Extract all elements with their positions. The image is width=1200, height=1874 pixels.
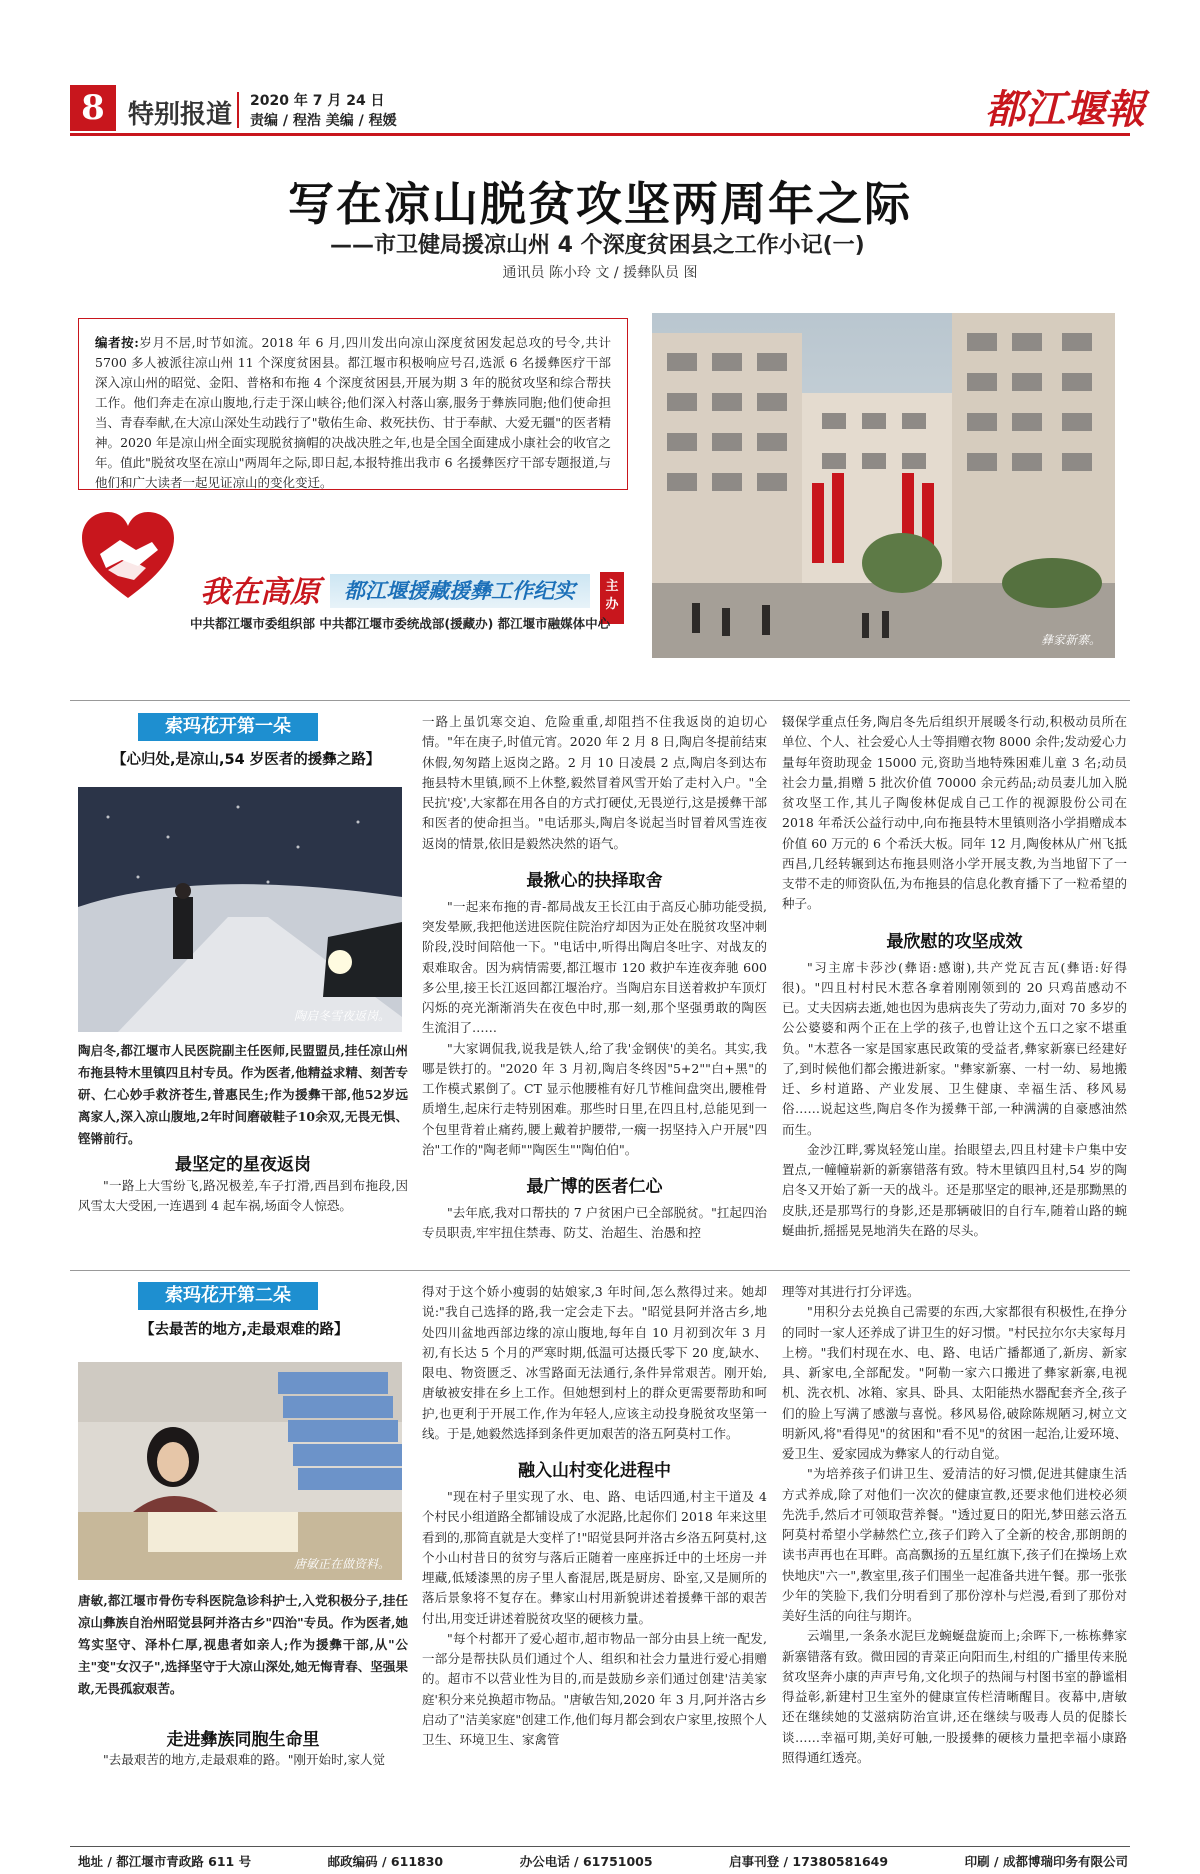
- section-divider: [70, 700, 1130, 701]
- story2-paragraph: 得对于这个娇小瘦弱的姑娘家,3 年时间,怎么熬得过来。她却说:"我自己选择的路,我一定会走下去。"昭觉县阿并洛古乡,地处四川盆地西部边缘的凉山腹地,每年自 10 月初到次年 3 月初,有长达 5 个月的严寒时期,低温可达摄氏零下 20 度,缺水、限电、物资匮乏、冰雪路面无法通行,条件异常艰苦。刚开始,唐敏被安排在乡上工作。但她想到村上的群众更需要帮助和呵护,也更利于开展工作,作为年轻人,应该主动投身脱贫攻坚第一线。于是,她毅然选择到条件更加艰苦的洛五阿莫村工作。: [422, 1284, 767, 1441]
- story1-tag: 【心归处,是凉山,54 岁医者的援彝之路】: [112, 752, 381, 768]
- footer-address: 地址 / 都江堰市青政路 611 号: [78, 1854, 252, 1869]
- editors: 责编 / 程浩 美编 / 程媛: [250, 113, 397, 129]
- story1-paragraph: 一路上虽饥寒交迫、危险重重,却阻挡不住我返岗的迫切心情。"年在庚子,时值元宵。2020 年 2 月 8 日,陶启冬提前结束休假,匆匆踏上返岗之路。2 月 10 日凌晨 2 点,陶启冬到达布拖县特木里镇,顾不上休整,毅然冒着风雪开始了走村入户。"全民抗'疫',大家都在用各自的方式打硬仗,无畏逆行,这是援彝干部和医者的使命担当。"电话那头,陶启冬说起当时冒着风雪连夜返岗的情景,依旧是毅然决然的语气。: [422, 714, 767, 851]
- host-label: 主办: [600, 572, 624, 624]
- story2-heading-melt: 融入山村变化进程中: [518, 1461, 671, 1481]
- story1-column-2: [422, 712, 767, 1244]
- story1-column-3: [782, 712, 1127, 1241]
- story2-paragraph: "去最艰苦的地方,走最艰难的路。"刚开始时,家人觉: [103, 1752, 385, 1767]
- editor-note: [78, 318, 628, 490]
- heart-hands-icon: [78, 510, 178, 602]
- subheadline: ——市卫健局援凉山州 4 个深度贫困县之工作小记(一): [330, 233, 865, 258]
- page-number: 8: [70, 85, 116, 131]
- story1-heading-joy: 最欣慰的攻坚成效: [886, 931, 1023, 952]
- issue-date: 2020 年 7 月 24 日: [250, 93, 385, 109]
- story1-badge: 索玛花开第一朵: [138, 713, 318, 741]
- story2-paragraph: "每个村都开了爱心超市,超市物品一部分由县上统一配发,一部分是帮扶队员们通过个人、组织和社会力量进行爱心捐赠的。超市不以营业性为目的,而是鼓励乡亲们通过创建'洁美家庭'积分来兑换超市物品。"唐敏告知,2020 年 3 月,阿并洛古乡启动了"洁美家庭"创建工作,他们每月都会到农户家里,按照个人卫生、环境卫生、家禽管: [422, 1630, 767, 1747]
- footer-ads: 启事刊登 / 17380581649: [729, 1854, 889, 1869]
- woman-at-desk-image: [78, 1362, 402, 1580]
- photo-caption: 陶启冬雪夜返岗。: [293, 1009, 390, 1023]
- headline: 写在凉山脱贫攻坚两周年之际: [288, 177, 912, 231]
- photo-night-return: [78, 787, 402, 1032]
- story1-paragraph: "一路上大雪纷飞,路况极差,车子打滑,西昌到布拖段,因风雪太大受困,一连遇到 4 起车祸,场面令人惊恐。: [78, 1178, 408, 1214]
- newspaper-logo: 都江堰報: [985, 86, 1145, 133]
- footer-rule: [70, 1846, 1130, 1847]
- story2-profile: 唐敏,都江堰市骨伤专科医院急诊科护士,入党积极分子,挂任凉山彝族自治州昭觉县阿并洛古乡"四治"专员。作为医者,她笃实坚守、泽朴仁厚,视患者如亲人;作为援彝干部,从"公主"变"女汉子",选择坚守于大凉山深处,她无悔青春、坚强果敢,无畏孤寂艰苦。: [78, 1593, 408, 1696]
- story2-tag: 【去最苦的地方,走最艰难的路】: [140, 1322, 349, 1338]
- column-brand-title: 我在高原: [200, 575, 320, 610]
- story2-paragraph: 云端里,一条条水泥巨龙蜿蜒盘旋而上;余晖下,一栋栋彝家新寨错落有致。微田园的青菜正向阳而生,村组的广播里传来脱贫攻坚奔小康的声声号角,文化坝子的热闹与村图书室的静谧相得益彰,新建村卫生室外的健康宣传栏清晰醒目。夜幕中,唐敏还在继续她的艾滋病防治宣讲,还在继续与吸毒人员的促膝长谈……幸福可期,美好可触,一股援彝的硬核力量把幸福小康路照得通红透亮。: [782, 1628, 1127, 1765]
- story2-heading-walk: 走进彝族同胞生命里: [166, 1730, 320, 1750]
- story2-column-3: [782, 1282, 1127, 1768]
- photo-caption: 唐敏正在做资料。: [293, 1557, 390, 1571]
- story1-paragraph: "去年底,我对口帮扶的 7 户贫困户已全部脱贫。"扛起四治专员职责,牢牢扭住禁毒、防艾、治超生、治愚和控: [422, 1205, 767, 1241]
- story2-paragraph: "现在村子里实现了水、电、路、电话四通,村主干道及 4 个村民小组道路全都铺设成了水泥路,比起你们 2018 年来这里看到的,那简直就是大变样了!"昭觉县阿并洛古乡洛五阿莫村,这个小山村昔日的贫穷与落后正随着一座座拆迁中的土坯房一并埋藏,低矮漆黑的房子里人畜混居,既是厨房、卧室,又是厕所的落后景象将不复存在。彝家山村用新貌讲述着援彝干部的艰苦付出,用变迁讲述着脱贫攻坚的硬核力量。: [422, 1489, 767, 1626]
- editor-note-text: 岁月不居,时节如流。2018 年 6 月,四川发出向凉山深度贫困发起总攻的号令,共计 5700 多人被派往凉山州 11 个深度贫困县。都江堰市积极响应号召,选派 6 名援彝医疗干部深入凉山州的昭觉、金阳、普格和布拖 4 个深度贫困县,开展为期 3 年的脱贫攻坚和综合帮扶工作。他们奔走在凉山腹地,行走于深山峡谷;他们深入村落山寨,服务于彝族同胞;他们使命担当、青春奉献,在大凉山深处生动践行了"敬佑生命、救死扶伤、甘于奉献、大爱无疆"的医者精神。2020 年是凉山州全面实现脱贫摘帽的决战决胜之年,也是全国全面建成小康社会的收官之年。值此"脱贫攻坚在凉山"两周年之际,即日起,本报特推出我市 6 名援彝医疗干部专题报道,与他们和广大读者一起见证凉山的变化变迁。: [95, 335, 611, 490]
- footer: [78, 1852, 1128, 1870]
- header-rule: [70, 133, 1130, 136]
- footer-postcode: 邮政编码 / 611830: [327, 1854, 444, 1869]
- story1-paragraph: 辍保学重点任务,陶启冬先后组织开展暖冬行动,积极动员所在单位、个人、社会爱心人士等捐赠衣物 8000 余件;发动爱心力量每年资助现金 15000 元,资助当地特殊困难儿童 3 名;动员社会力量,捐赠 5 批次价值 70000 余元药品;动员妻儿加入脱贫攻坚工作,其儿子陶俊林促成自己工作的视源股份公司在 2018 年希沃公益行动中,向布拖县特木里镇则洛小学捐赠成本价值 60 万元的 6 个希沃大板。同年 12 月,陶俊林从广州飞抵西昌,几经转辗到达布拖县则洛小学开展支教,为当地留下了一支带不走的师资队伍,为布拖县的信息化教育播下了一粒希望的种子。: [782, 714, 1127, 912]
- photo-caption: 彝家新寨。: [1040, 633, 1101, 647]
- story2-badge: 索玛花开第二朵: [138, 1282, 318, 1310]
- story2-paragraph: "为培养孩子们讲卫生、爱清洁的好习惯,促进其健康生活方式养成,除了对他们一次次的健康宣教,还要求他们进校必须先洗手,然后才可领取营养餐。"透过夏日的阳光,梦田慈云洛五阿莫村希望小学赫然伫立,孩子们跨入了全新的校舍,那朗朗的读书声再也在耳畔。高高飘扬的五星红旗下,孩子们在操场上欢快地庆"六一",教室里,孩子们围坐一起准备共进午餐。那一张张少年的笑脸下,我们分明看到了那份淳朴与烂漫,看到了那份对美好生活的向往与期许。: [782, 1466, 1127, 1623]
- apartment-buildings-image: [652, 313, 1115, 658]
- story2-column-2: [422, 1282, 767, 1750]
- story1-heading-night: 最坚定的星夜返岗: [175, 1155, 311, 1175]
- story1-heading-choice: 最揪心的抉择取舍: [526, 870, 663, 891]
- byline: 通讯员 陈小玲 文 / 援彝队员 图: [502, 265, 698, 281]
- snowy-road-image: [78, 787, 402, 1032]
- footer-printer: 印刷 / 成都博瑞印务有限公司: [964, 1854, 1128, 1869]
- photo-working: [78, 1362, 402, 1580]
- story2-paragraph: "用积分去兑换自己需要的东西,大家都很有积极性,在挣分的同时一家人还养成了讲卫生的好习惯。"村民拉尔尔夫家每月上榜。"我们村现在水、电、路、电话广播都通了,新房、新家具、新家电,全部配发。"阿勒一家六口搬进了彝家新寨,电视机、洗衣机、冰箱、家具、卧具、太阳能热水器配套齐全,孩子们的脸上写满了感激与喜悦。移风易俗,破除陈规陋习,树立文明新风,将"看得见"的贫困和"看不见"的贫困一起治,让爱环境、爱卫生、爱家园成为彝家人的行动自觉。: [782, 1304, 1127, 1461]
- footer-phone: 办公电话 / 61751005: [519, 1854, 653, 1869]
- host-organizations: 中共都江堰市委组织部 中共都江堰市委统战部(援藏办) 都江堰市融媒体中心: [190, 616, 611, 631]
- story1-paragraph: "大家调侃我,说我是铁人,给了我'金钢侠'的美名。其实,我哪是铁打的。"2020 年 3 月初,陶启冬终因"5+2""白+黑"的工作模式累倒了。CT 显示他腰椎有好几节椎间盘突出,腰椎骨质增生,起床行走特别困难。那些时日里,在四且村,总能见到一个包里背着止痛药,腰上戴着护腰带,一瘸一拐坚持入户开展"四治"工作的"陶老师""陶医生""陶伯伯"。: [422, 1040, 767, 1157]
- story2-paragraph: 理等对其进行打分评选。: [782, 1284, 920, 1299]
- story1-profile: 陶启冬,都江堰市人民医院副主任医师,民盟盟员,挂任凉山州布拖县特木里镇四且村专员。作为医者,他精益求精、刻苦专研、仁心妙手救济苍生,普惠民生;作为援彝干部,他52岁远离家人,深入凉山腹地,2年时间磨破鞋子10余双,无畏无惧、铿锵前行。: [78, 1043, 408, 1146]
- story1-paragraph: "习主席卡莎沙(彝语:感谢),共产党瓦吉瓦(彝语:好得很)。"四且村村民木惹各拿着刚刚领到的 20 只鸡苗感动不已。丈夫因病去逝,她也因为患病丧失了劳动力,面对 70 多岁的公公婆婆和两个正在上学的孩子,也曾让这个五口之家不堪重负。"木惹各一家是国家惠民政策的受益者,彝家新寨已经建好了,到时候他们都会搬进新家。"彝家新寨、一村一幼、易地搬迁、乡村道路、产业发展、卫生健康、幸福生活、移风易俗……说起这些,陶启冬作为援彝干部,一种满满的自豪感油然而生。: [782, 959, 1127, 1137]
- photo-new-village: [652, 313, 1115, 658]
- header-divider: [237, 92, 239, 128]
- story1-paragraph: "一起来布拖的青-都局战友王长江由于高反心肺功能受损,突发晕厥,我把他送进医院住院治疗却因为正处在脱贫攻坚冲刺阶段,没时间陪他一下。"电话中,听得出陶启冬吐字、对战友的艰难取舍。因为病情需要,都江堰市 120 救护车连夜奔驰 600 多公里,接王长江返回都江堰治疗。当陶启东目送着救护车顶灯闪烁的亮光渐渐消失在夜色中时,那一刻,那个坚强勇敢的陶医生流泪了……: [422, 898, 767, 1036]
- story1-heading-doctor: 最广博的医者仁心: [526, 1177, 663, 1197]
- editor-note-label: 编者按:: [95, 335, 139, 350]
- column-banner: 都江堰援藏援彝工作纪实: [330, 574, 590, 608]
- section-title: 特别报道: [128, 100, 233, 130]
- section-divider: [70, 1270, 1130, 1271]
- story1-paragraph: 金沙江畔,雾岚轻笼山崖。抬眼望去,四且村建卡户集中安置点,一幢幢崭新的新寨错落有致。特木里镇四且村,54 岁的陶启冬又开始了新一天的战斗。还是那坚定的眼神,还是那黝黑的皮肤,还是那骂行的身影,还是那辆破旧的自行车,随着山路的蜿蜒曲折,摇摇晃晃地消失在路的尽头。: [782, 1141, 1127, 1238]
